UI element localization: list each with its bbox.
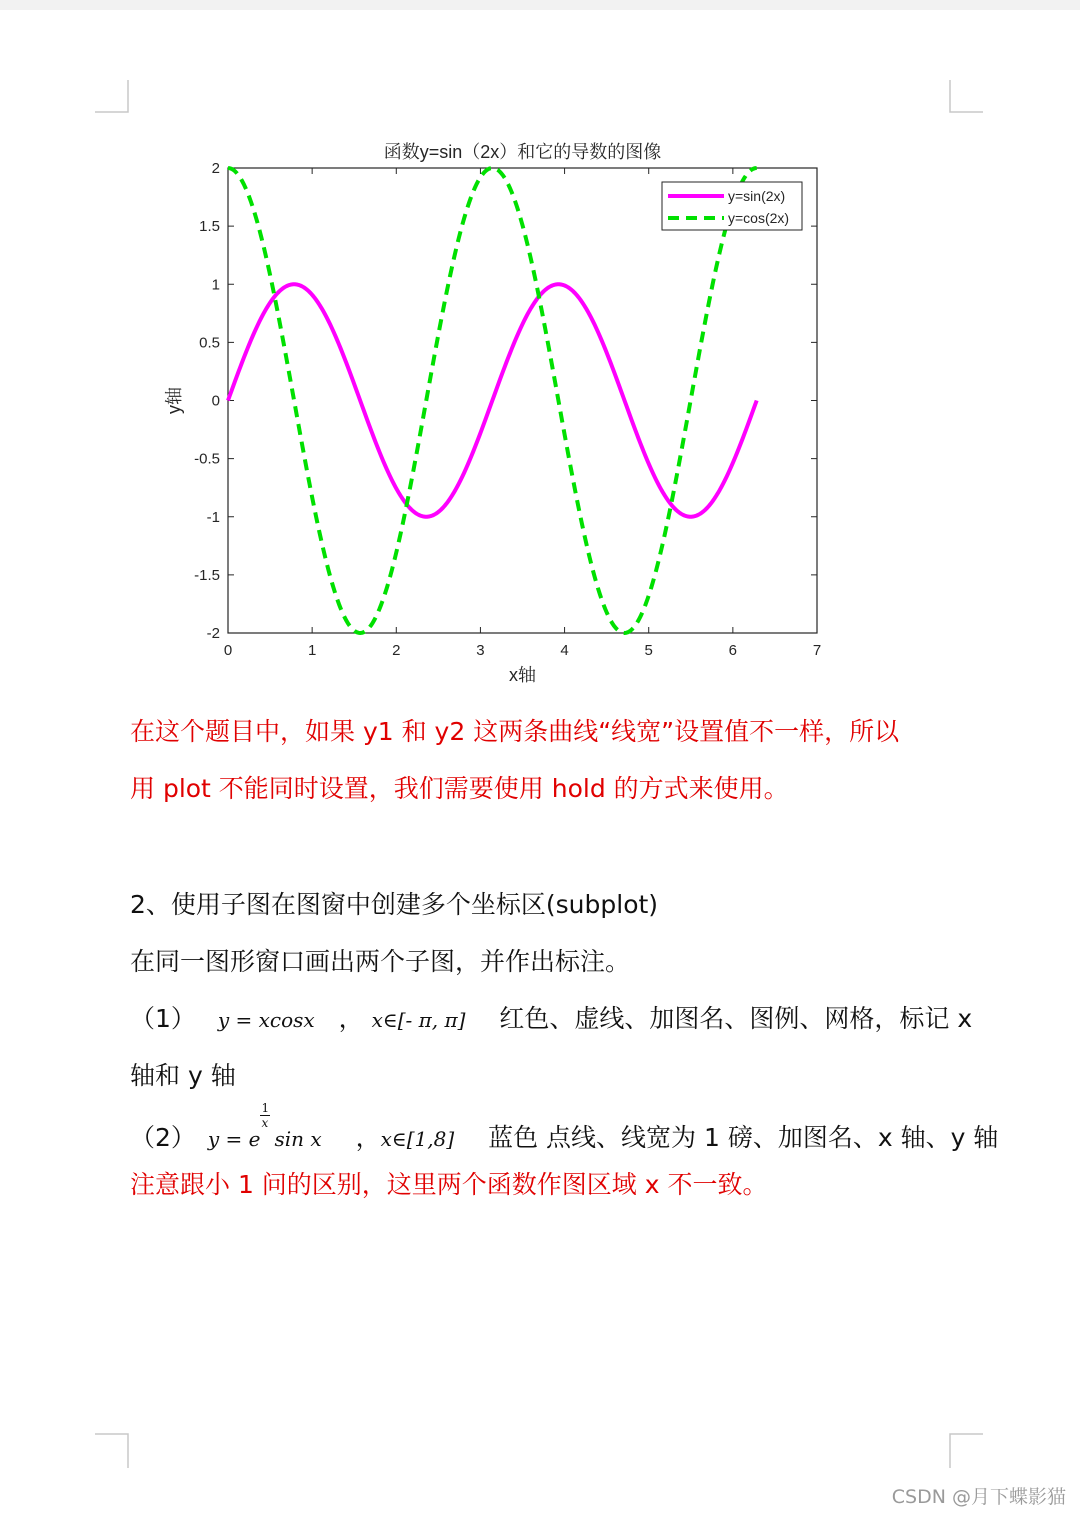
item-1-line — [130, 991, 972, 1048]
item-1-formula: y = xcosx — [217, 1008, 315, 1032]
red-note-line-2: 用 plot 不能同时设置，我们需要使用 hold 的方式来使用。 — [130, 774, 789, 803]
item-1-label: （1） — [130, 1004, 196, 1033]
y-tick-label: 1.5 — [199, 218, 220, 236]
instruction-line: 在同一图形窗口画出两个子图，并作出标注。 — [130, 947, 631, 976]
crop-mark-top-right — [946, 78, 986, 118]
item-1-domain: x∈[- π, π] — [371, 1008, 466, 1032]
x-tick-label: 0 — [223, 642, 233, 659]
item-2-exponent — [260, 1101, 274, 1146]
item-1-description-continued: 轴和 y 轴 — [130, 1061, 236, 1090]
x-tick-label: 2 — [392, 642, 401, 659]
legend-entry-label: y=sin(2x) — [728, 188, 786, 204]
item-2-description: 蓝色 点线、线宽为 1 磅、加图名、x 轴、y 轴 — [488, 1123, 999, 1152]
csdn-watermark: CSDN @月下蝶影猫 — [891, 1486, 1066, 1508]
item-2-exponent-numerator: 1 — [261, 1101, 270, 1115]
chart-title: 函数y=sin（2x）和它的导数的图像 — [383, 142, 662, 162]
matlab-figure — [150, 130, 850, 705]
item-2-note: 注意跟小 1 问的区别，这里两个函数作图区域 x 不一致。 — [130, 1170, 768, 1199]
item-2-label: （2） — [130, 1123, 196, 1152]
item-2-separator: ， — [355, 1123, 381, 1152]
x-tick-label: 1 — [307, 642, 317, 659]
item-2-formula-tail: sin x — [274, 1127, 322, 1151]
y-tick-label: 1 — [211, 276, 220, 294]
x-tick-label: 3 — [476, 642, 485, 659]
y-tick-label: -1 — [206, 508, 220, 526]
y-tick-label: -1.5 — [194, 566, 220, 584]
y-tick-label: 0 — [211, 392, 220, 410]
x-tick-label: 5 — [644, 642, 653, 659]
item-1-description: 红色、虚线、加图名、图例、网格，标记 x — [499, 1004, 973, 1033]
item-2-domain: x∈[1,8] — [380, 1127, 455, 1151]
item-2-exponent-denominator: x — [261, 1116, 269, 1130]
x-tick-label: 6 — [728, 642, 738, 659]
crop-mark-bottom-left — [92, 1430, 132, 1470]
item-2-formula-base: y = e — [207, 1127, 261, 1151]
y-axis-label: y轴 — [164, 387, 184, 414]
plot-area-frame — [228, 168, 817, 633]
legend-entry-label: y=cos(2x) — [728, 210, 790, 226]
red-note-line-1: 在这个题目中，如果 y1 和 y2 这两条曲线“线宽”设置值不一样，所以 — [130, 717, 900, 746]
y-tick-label: -0.5 — [194, 450, 220, 468]
crop-mark-bottom-right — [946, 1430, 986, 1470]
y-tick-label: -2 — [206, 625, 220, 642]
y-tick-label: 2 — [211, 160, 220, 177]
y-tick-label: 0.5 — [199, 334, 220, 352]
item-1-separator: ， — [338, 1004, 364, 1033]
crop-mark-top-left — [92, 78, 132, 118]
x-tick-label: 4 — [560, 642, 569, 659]
x-axis-label: x轴 — [509, 665, 536, 685]
section-2-heading: 2、使用子图在图窗中创建多个坐标区(subplot) — [130, 890, 659, 919]
x-tick-label: 7 — [812, 642, 822, 659]
viewer-top-bar — [0, 0, 1080, 10]
sin-cos-chart — [150, 130, 850, 705]
